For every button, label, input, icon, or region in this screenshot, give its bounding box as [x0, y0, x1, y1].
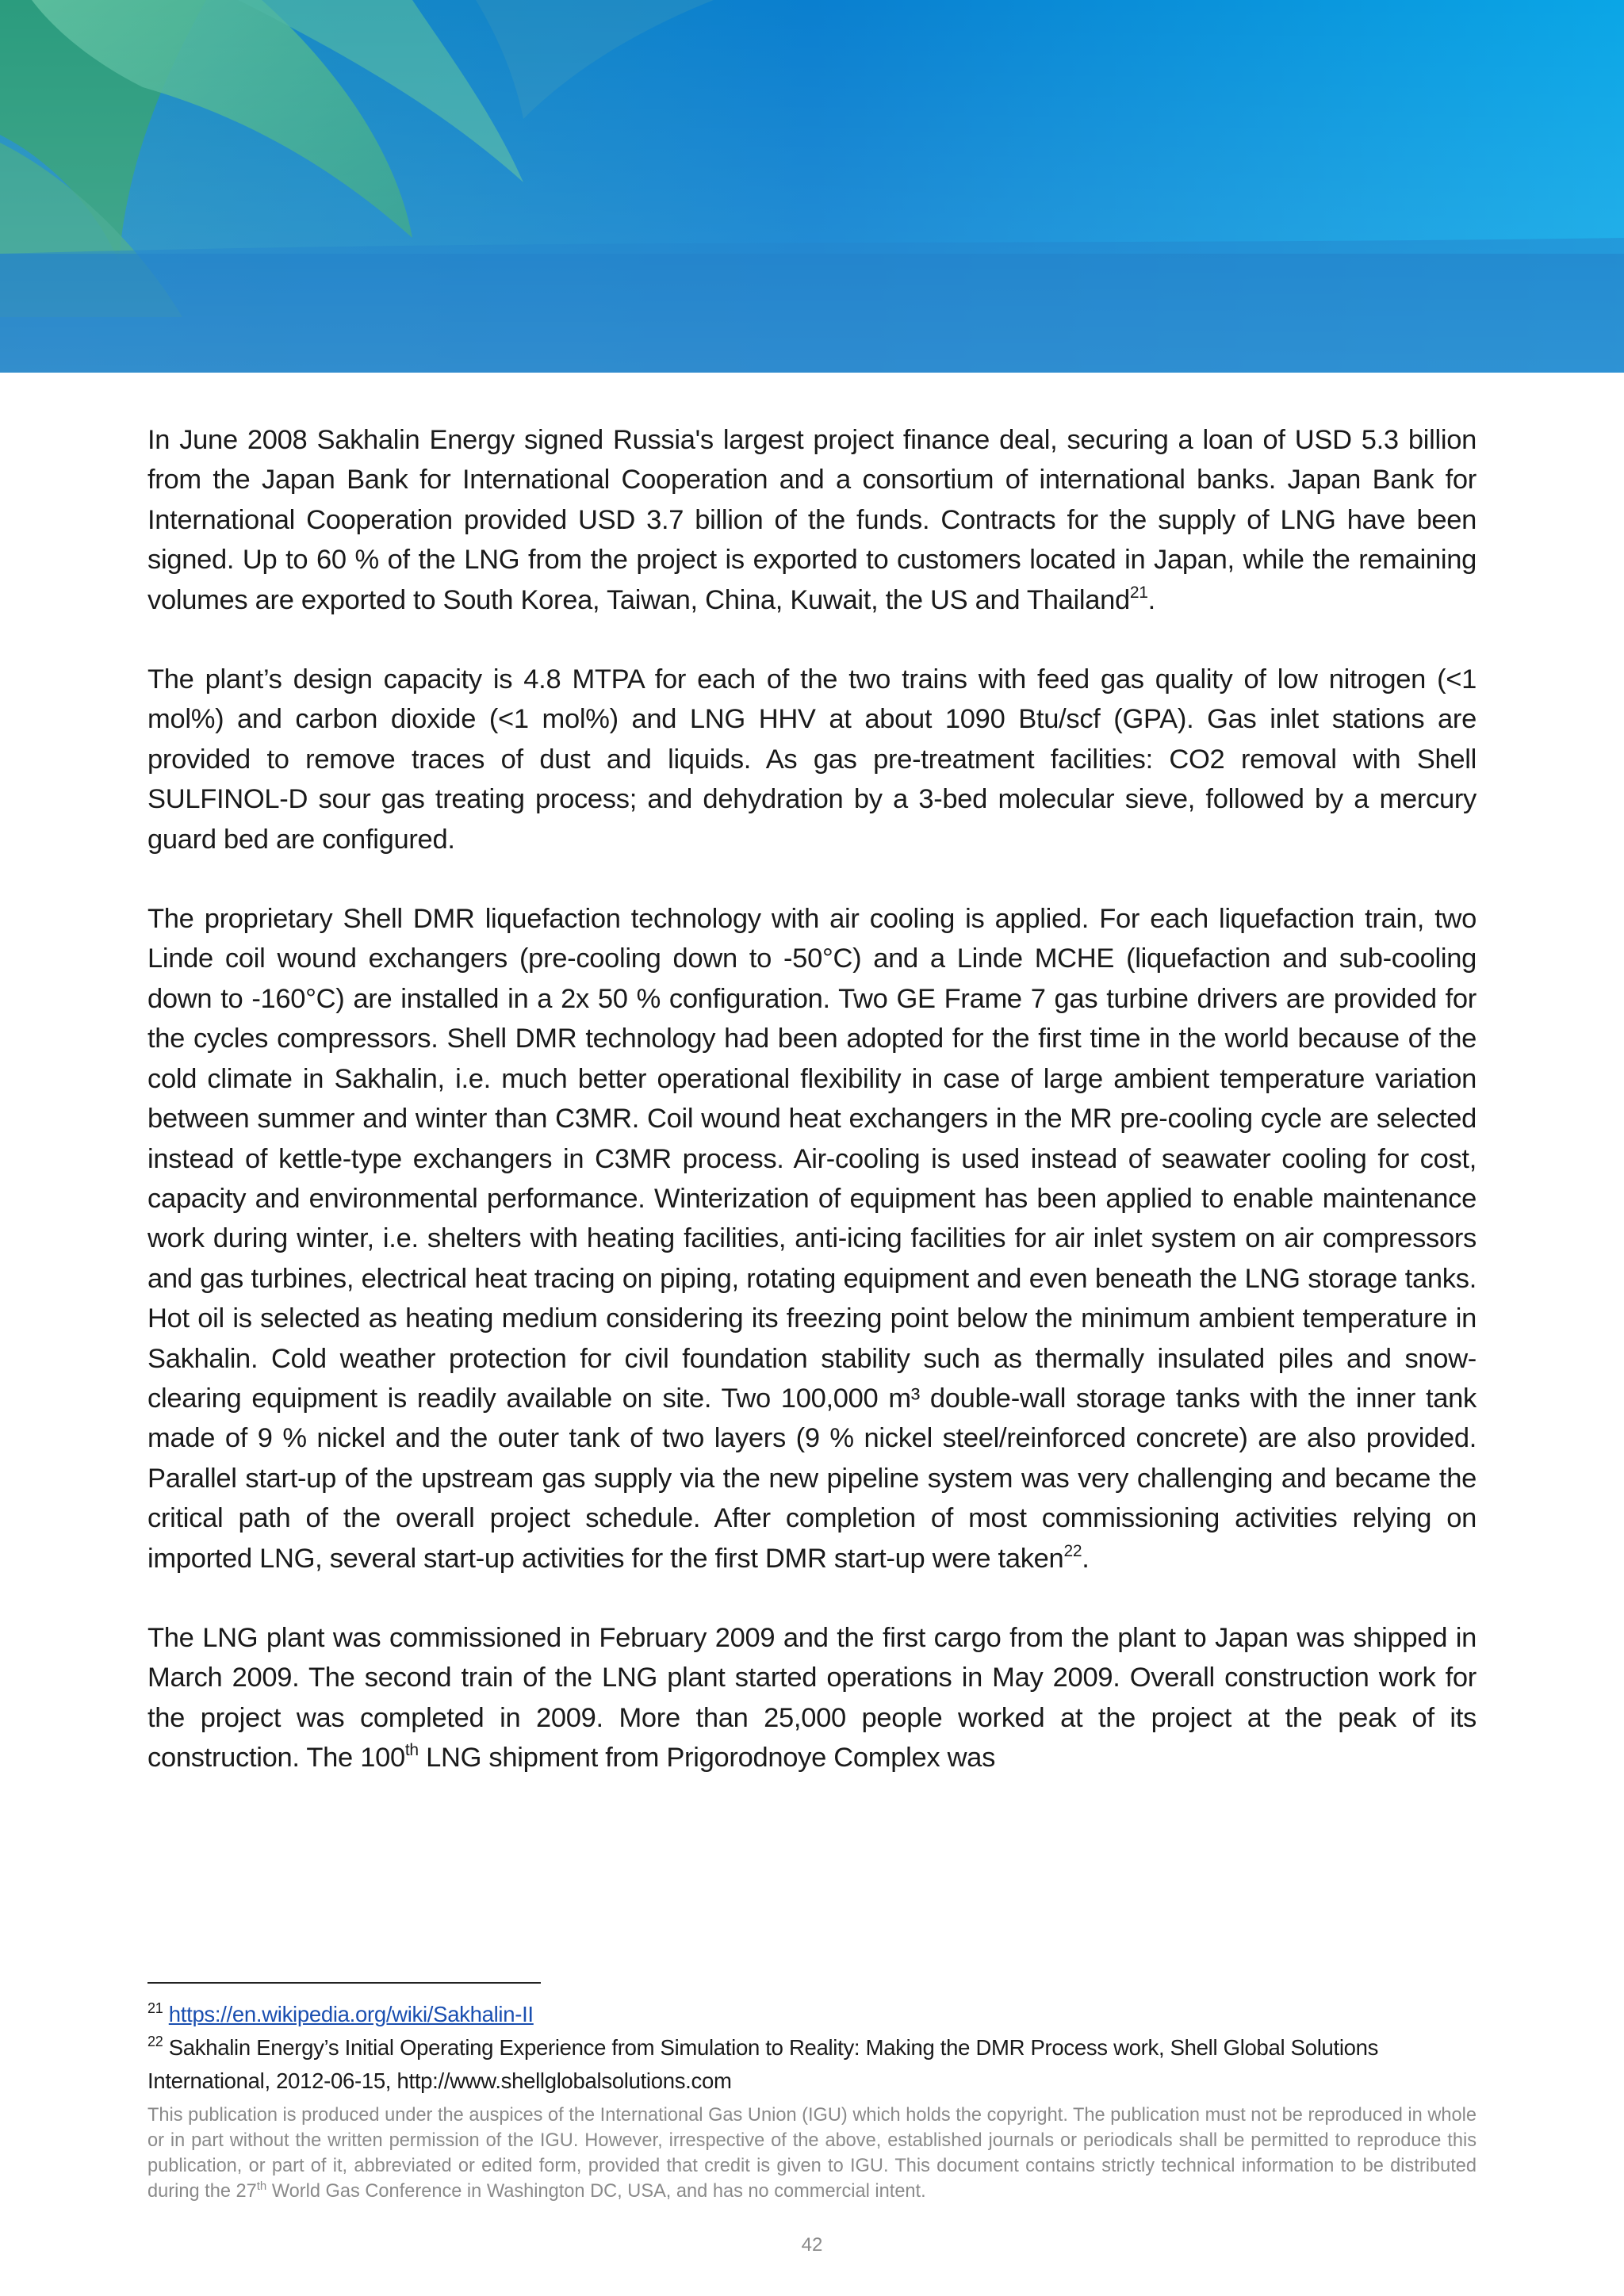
paragraph-dmr-technology	[147, 899, 1477, 1578]
page-number: 42	[801, 2234, 823, 2256]
paragraph-commissioning	[147, 1618, 1477, 1778]
paragraph-text: The LNG plant was commissioned in February 2009 and the first cargo from the plant to Japan was shipped in March 2009. The second train of the LNG plant started operations in May 2009. Overall construction work for the project was completed in 2009. More than 25,000 people worked at the project at the peak of its construction. The 100	[147, 1622, 1477, 1774]
body-text	[147, 420, 1477, 1818]
paragraph-text: In June 2008 Sakhalin Energy signed Russia's largest project finance deal, securing a loan of USD 5.3 billion from the Japan Bank for International Cooperation and a consortium of international banks. Japan Bank for International Cooperation provided USD 3.7 billion of the funds. Contracts for the supply of LNG have been signed. Up to 60 % of the LNG from the project is exported to customers located in Japan, while the remaining volumes are exported to South Korea, Taiwan, China, Kuwait, the US and Thailand	[147, 425, 1477, 615]
paragraph-design-capacity: The plant’s design capacity is 4.8 MTPA for each of the two trains with feed gas quality of low nitrogen (<1 mol%) and carbon dioxide (<1 mol%) and LNG HHV at about 1090 Btu/scf (GPA). Gas inlet stations are provided to remove traces of dust and liquids. As gas pre-treatment facilities: CO2 removal with Shell SULFINOL-D sour gas treating process; and dehydration by a 3-bed molecular sieve, followed by a mercury guard bed are configured.	[147, 664, 1477, 855]
paragraph-end: .	[1147, 584, 1155, 615]
footnote-22	[147, 2031, 1477, 2098]
ordinal-suffix: th	[256, 2179, 267, 2193]
copyright-disclaimer	[147, 2103, 1477, 2204]
footnote-number: 22	[147, 2034, 163, 2049]
ordinal-suffix: th	[404, 1741, 419, 1760]
header-banner	[0, 0, 1624, 373]
paragraph-sakhalin-finance	[147, 420, 1477, 620]
footnote-number: 21	[147, 2000, 163, 2016]
footnote-separator	[147, 1982, 541, 1984]
footnotes	[147, 1998, 1477, 2098]
disclaimer-text: World Gas Conference in Washington DC, USA, and has no commercial intent.	[266, 2181, 926, 2202]
footnote-21	[147, 1998, 1477, 2031]
banner-graphic	[0, 0, 1624, 373]
footnote-link[interactable]: https://en.wikipedia.org/wiki/Sakhalin-II	[168, 2002, 534, 2026]
footnote-ref-22: 22	[1063, 1541, 1082, 1560]
footnote-text: Sakhalin Energy’s Initial Operating Experience from Simulation to Reality: Making the DMR Process work, Shell Global Solutions International, 2012-06-15, http://www.shellglobalsolutions.com	[147, 2035, 1379, 2093]
paragraph-text: The proprietary Shell DMR liquefaction technology with air cooling is applied. For each liquefaction train, two Linde coil wound exchangers (pre-cooling down to -50°C) and a Linde MCHE (liquefaction and sub-cooling down to -160°C) are installed in a 2x 50 % configuration. Two GE Frame 7 gas turbine drivers are provided for the cycles compressors. Shell DMR technology had been adopted for the first time in the world because of the cold climate in Sakhalin, i.e. much better operational flexibility in case of large ambient temperature variation between summer and winter than C3MR. Coil wound heat exchangers in the MR pre-cooling cycle are selected instead of kettle-type exchangers in C3MR process. Air-cooling is used instead of seawater cooling for cost, capacity and environmental performance. Winterization of equipment has been applied to enable maintenance work during winter, i.e. shelters with heating facilities, anti-icing facilities for air inlet system on air compressors and gas turbines, electrical heat tracing on piping, rotating equipment and even beneath the LNG storage tanks. Hot oil is selected as heating medium considering its freezing point below the minimum ambient temperature in Sakhalin. Cold weather protection for civil foundation stability such as thermally insulated piles and snow-clearing equipment is readily available on site. Two 100,000 m³ double-wall storage tanks with the inner tank made of 9 % nickel and the outer tank of two layers (9 % nickel steel/reinforced concrete) are also provided. Parallel start-up of the upstream gas supply via the new pipeline system was very challenging and became the critical path of the overall project schedule. After completion of most commissioning activities relying on imported LNG, several start-up activities for the first DMR start-up were taken	[147, 904, 1477, 1574]
disclaimer-text: This publication is produced under the auspices of the International Gas Union (IGU) which holds the copyright. The publication must not be reproduced in whole or in part without the written permission of the IGU. However, irrespective of the above, established journals or periodicals shall be permitted to reproduce this publication, or part of it, abbreviated or edited form, provided that credit is given to IGU. This document contains strictly technical information to be distributed during the 27	[147, 2105, 1477, 2202]
paragraph-text: LNG shipment from Prigorodnoye Complex was	[418, 1743, 996, 1774]
paragraph-end: .	[1082, 1543, 1090, 1574]
footnote-ref-21: 21	[1129, 583, 1148, 602]
